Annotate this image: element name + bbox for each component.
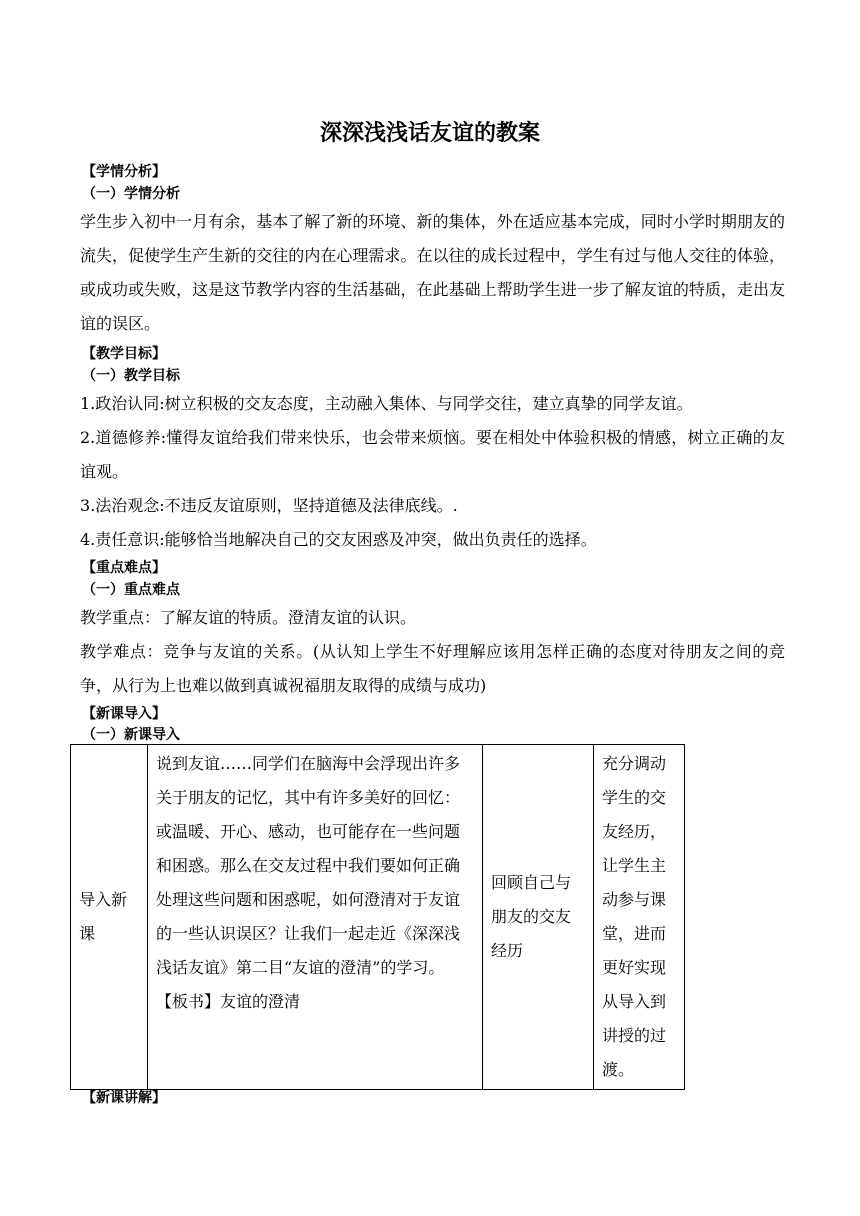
- table-cell-student: 回顾自己与朋友的交友经历: [483, 745, 594, 1090]
- section-heading-intro: 【新课导入】: [82, 706, 166, 722]
- key-focus: 教学重点：了解友谊的特质。澄清友谊的认识。: [80, 608, 417, 627]
- subsection-heading-analysis: （一）学情分析: [82, 186, 180, 202]
- teacher-activity-text: 说到友谊……同学们在脑海中会浮现出许多关于朋友的记忆，其中有许多美好的回忆：或温暖、开心、感动，也可能存在一些问题和困惑。那么在交友过程中我们要如何正确处理这些问题和困惑呢，如何澄清对于友谊的一些认识误区？让我们一起走近《深深浅浅话友谊》第二目“友谊的澄清”的学习。: [156, 754, 461, 977]
- section-heading-analysis: 【学情分析】: [82, 164, 166, 180]
- key-difficulty: 教学难点：竞争与友谊的关系。(从认知上学生不好理解应该用怎样正确的态度对待朋友之间的竞争，从行为上也难以做到真诚祝福朋友取得的成绩与成功): [80, 642, 785, 695]
- board-note: 【板书】友谊的澄清: [156, 992, 301, 1011]
- analysis-paragraph: 学生步入初中一月有余，基本了解了新的环境、新的集体，外在适应基本完成，同时小学时期朋友的流失，促使学生产生新的交往的内在心理需求。在以往的成长过程中，学生有过与他人交往的体验，或成功或失败，这是这节教学内容的生活基础，在此基础上帮助学生进一步了解友谊的特质，走出友谊的误区。: [80, 212, 785, 333]
- intro-table: [70, 744, 685, 1090]
- goal-item-4: 4.责任意识:能够恰当地解决自己的交友困惑及冲突，做出负责任的选择。: [80, 530, 597, 549]
- subsection-heading-intro: （一）新课导入: [82, 727, 180, 743]
- section-heading-lecture: 【新课讲解】: [82, 1090, 166, 1106]
- section-heading-keypoints: 【重点难点】: [82, 560, 166, 576]
- section-heading-goals: 【教学目标】: [82, 346, 166, 362]
- table-cell-teacher: [148, 745, 483, 1090]
- goal-item-3: 3.法治观念:不违反友谊原则，坚持道德及法律底线。.: [80, 496, 458, 515]
- table-cell-stage: 导入新课: [71, 745, 148, 1090]
- goal-item-1: 1.政治认同:树立积极的交友态度，主动融入集体、与同学交往，建立真挚的同学友谊。: [80, 394, 693, 413]
- table-cell-purpose: 充分调动学生的交友经历，让学生主动参与课堂，进而更好实现从导入到讲授的过渡。: [594, 745, 685, 1090]
- goal-item-2: 2.道德修养:懂得友谊给我们带来快乐，也会带来烦恼。要在相处中体验积极的情感，树立正确的友谊观。: [80, 428, 785, 481]
- subsection-heading-goals: （一）教学目标: [82, 368, 180, 384]
- subsection-heading-keypoints: （一）重点难点: [82, 582, 180, 598]
- document-title: 深深浅浅话友谊的教案: [319, 121, 540, 146]
- table-row: [71, 745, 685, 1090]
